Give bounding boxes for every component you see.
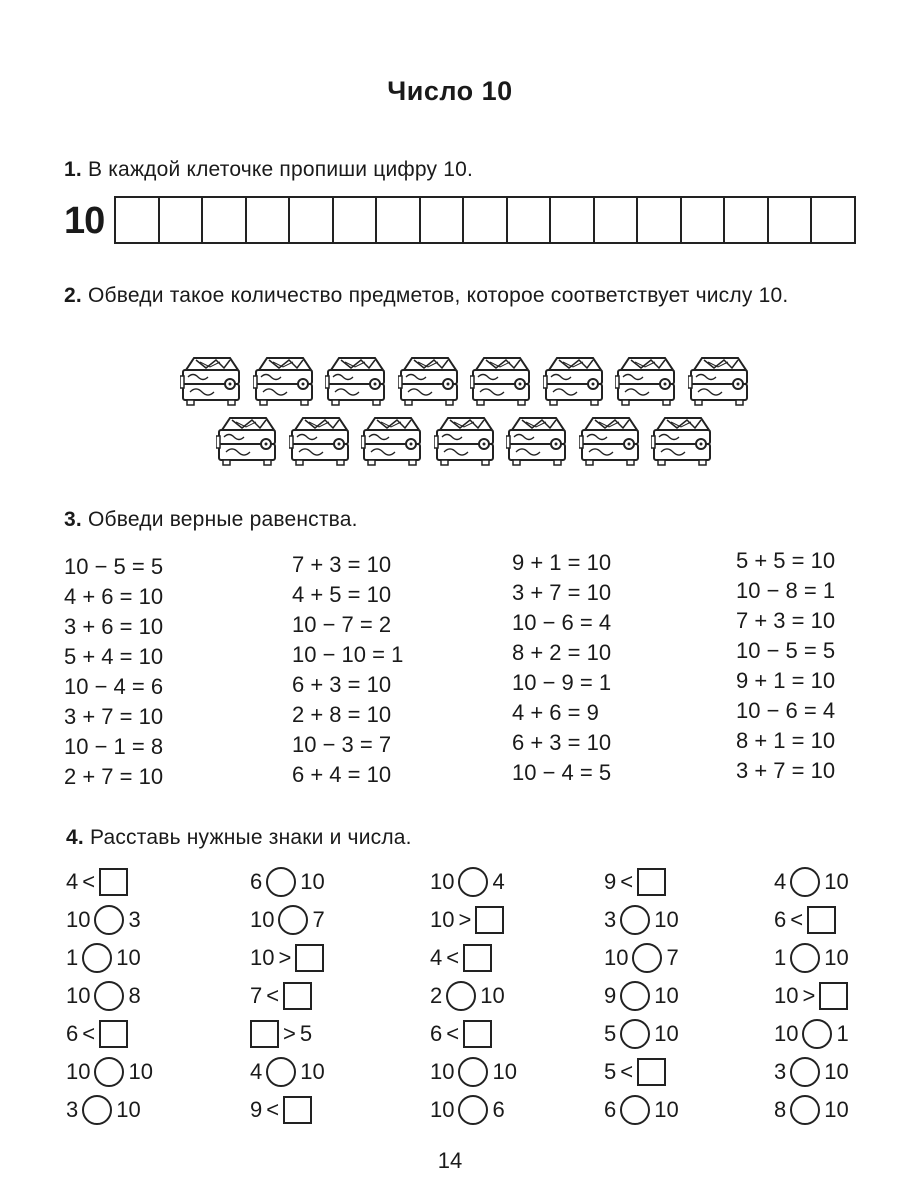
answer-circle[interactable] [620,981,650,1011]
writing-cell[interactable] [464,198,508,242]
comparison-item [430,942,492,974]
answer-circle[interactable] [458,1095,488,1125]
comparison-item [604,1056,666,1088]
comparison-item [66,904,141,936]
writing-cell[interactable] [377,198,421,242]
answer-box[interactable] [295,944,324,972]
writing-cell[interactable] [725,198,769,242]
answer-circle[interactable] [458,1057,488,1087]
right-number: 10 [654,1097,679,1122]
answer-circle[interactable] [458,867,488,897]
answer-circle[interactable] [446,981,476,1011]
writing-cells[interactable] [114,196,856,244]
comparison-item [430,1094,505,1126]
left-number: 4 [774,869,787,894]
page-number: 14 [437,1148,463,1173]
right-number: 10 [824,1097,849,1122]
treasure-chest-icon[interactable] [180,350,242,408]
equation[interactable]: 10 − 9 = 1 [512,670,612,695]
left-number: 9 [604,869,617,894]
answer-box[interactable] [637,1058,666,1086]
task-1-text: В каждой клеточке пропиши цифру 10. [87,158,474,181]
answer-box[interactable] [637,868,666,896]
equation[interactable]: 8 + 2 = 10 [512,640,612,665]
task-1-heading [64,158,473,182]
comparison-sign: < [620,869,634,894]
left-number: 6 [774,907,787,932]
equation[interactable]: 3 + 6 = 10 [64,614,164,639]
answer-box[interactable] [819,982,848,1010]
page-title: Число 10 [387,76,513,106]
comparison-sign: < [446,1021,460,1046]
task-4-heading [66,826,412,850]
left-number: 3 [774,1059,787,1084]
treasure-chest-icon[interactable] [434,410,496,468]
comparison-item [774,980,848,1012]
answer-box[interactable] [283,982,312,1010]
comparison-sign: > [283,1021,296,1046]
treasure-chest-icon[interactable] [615,350,677,408]
equation[interactable]: 10 − 6 = 4 [512,610,612,635]
answer-circle[interactable] [278,905,308,935]
answer-box[interactable] [475,906,504,934]
left-number: 10 [774,1021,799,1046]
comparison-item [430,904,504,936]
left-number: 3 [604,907,617,932]
left-number: 4 [430,945,443,970]
task-3-text: Обведи верные равенства. [87,508,358,531]
answer-circle[interactable] [790,1057,820,1087]
equation[interactable]: 10 − 8 = 1 [736,578,836,603]
equation[interactable]: 10 − 10 = 1 [292,642,404,667]
left-number: 10 [66,1059,91,1084]
equation[interactable]: 6 + 3 = 10 [512,730,612,755]
equation-column [736,546,835,786]
answer-circle[interactable] [790,1095,820,1125]
comparison-item [250,942,324,974]
left-number: 5 [604,1059,617,1084]
treasure-chest-icon[interactable] [579,410,641,468]
comparison-sign: > [278,945,292,970]
equation[interactable]: 10 − 5 = 5 [736,638,836,663]
comparison-item [66,942,141,974]
equation[interactable]: 4 + 5 = 10 [292,582,392,607]
comparison-item [774,866,849,898]
task-2-heading [64,280,870,311]
left-number: 10 [604,945,629,970]
left-number: 2 [430,983,443,1008]
comparison-sign: > [802,983,816,1008]
equation-column [512,548,611,788]
comparison-item [604,942,679,974]
comparison-item [430,1056,517,1088]
equation[interactable]: 8 + 1 = 10 [736,728,836,753]
right-number: 10 [654,983,679,1008]
answer-circle[interactable] [82,943,112,973]
left-number: 6 [604,1097,617,1122]
right-number: 10 [300,1059,325,1084]
equation[interactable]: 7 + 3 = 10 [292,552,392,577]
answer-circle[interactable] [790,867,820,897]
left-number: 10 [430,907,455,932]
right-number: 10 [654,1021,679,1046]
comparison-item [774,1018,849,1050]
task-3-heading [64,508,358,532]
equation[interactable]: 10 − 1 = 8 [64,734,164,759]
equation[interactable]: 10 − 6 = 4 [736,698,836,723]
equation[interactable]: 10 − 4 = 5 [512,760,612,785]
comparison-item [774,904,836,936]
equation[interactable]: 4 + 6 = 9 [512,700,599,725]
equation[interactable]: 10 − 4 = 6 [64,674,164,699]
left-number: 9 [604,983,617,1008]
answer-circle[interactable] [632,943,662,973]
right-number: 5 [299,1021,313,1046]
task-2-text: Обведи такое количество предметов, которое соответствует числу 10. [87,284,789,307]
right-number: 10 [492,1059,517,1084]
comparison-sign: < [446,945,460,970]
writing-cell[interactable] [203,198,247,242]
comparison-sign: < [266,1097,280,1122]
left-number: 9 [250,1097,263,1122]
writing-cell[interactable] [812,198,856,242]
answer-box[interactable] [283,1096,312,1124]
left-number: 5 [604,1021,617,1046]
writing-cell[interactable] [769,198,813,242]
comparison-item [604,904,679,936]
comparison-sign: < [82,869,96,894]
left-number: 3 [66,1097,79,1122]
comparison-item [250,1094,312,1126]
writing-cell[interactable] [638,198,682,242]
comparison-item [250,866,325,898]
answer-circle[interactable] [266,1057,296,1087]
treasure-chest-icon[interactable] [543,350,605,408]
comparison-item [604,1094,679,1126]
answer-circle[interactable] [94,981,124,1011]
comparison-item [250,1056,325,1088]
comparison-sign: < [266,983,280,1008]
answer-circle[interactable] [620,905,650,935]
equation[interactable]: 5 + 5 = 10 [736,548,836,573]
equation[interactable]: 6 + 4 = 10 [292,762,392,787]
left-number: 10 [250,945,275,970]
equation[interactable]: 7 + 3 = 10 [736,608,836,633]
equation[interactable]: 9 + 1 = 10 [512,550,612,575]
right-number: 10 [480,983,505,1008]
writing-cell[interactable] [421,198,465,242]
treasure-chest-icon[interactable] [651,410,713,468]
right-number: 3 [128,907,141,932]
equation[interactable]: 2 + 7 = 10 [64,764,164,789]
treasure-chest-icon[interactable] [688,350,750,408]
comparison-item [604,1018,679,1050]
comparison-item [66,866,128,898]
comparison-item [430,1018,492,1050]
comparison-item [66,1018,128,1050]
equation[interactable]: 6 + 3 = 10 [292,672,392,697]
equation-column [64,552,163,792]
equation[interactable]: 2 + 8 = 10 [292,702,392,727]
treasure-chest-icon[interactable] [361,410,423,468]
answer-box[interactable] [250,1020,279,1048]
treasure-chest-icon[interactable] [470,350,532,408]
treasure-chest-icon[interactable] [398,350,460,408]
right-number: 7 [312,907,325,932]
left-number: 1 [66,945,79,970]
comparison-item [604,866,666,898]
right-number: 10 [116,1097,141,1122]
answer-box[interactable] [807,906,836,934]
right-number: 4 [492,869,505,894]
treasure-chest-icon[interactable] [289,410,351,468]
equation[interactable]: 10 − 3 = 7 [292,732,392,757]
writing-cell[interactable] [595,198,639,242]
writing-cell[interactable] [682,198,726,242]
answer-box[interactable] [463,1020,492,1048]
answer-circle[interactable] [620,1019,650,1049]
right-number: 1 [836,1021,849,1046]
treasure-chest-icon[interactable] [325,350,387,408]
answer-box[interactable] [463,944,492,972]
task-4-number: 4. [66,826,84,849]
left-number: 6 [250,869,263,894]
left-number: 10 [250,907,275,932]
left-number: 6 [66,1021,79,1046]
treasure-chest-icon[interactable] [506,410,568,468]
left-number: 7 [250,983,263,1008]
right-number: 10 [128,1059,153,1084]
comparison-sign: < [620,1059,634,1084]
right-number: 10 [824,945,849,970]
equation[interactable]: 4 + 6 = 10 [64,584,164,609]
answer-box[interactable] [99,1020,128,1048]
equation[interactable]: 3 + 7 = 10 [736,758,836,783]
equation[interactable]: 9 + 1 = 10 [736,668,836,693]
left-number: 4 [66,869,79,894]
answer-box[interactable] [99,868,128,896]
left-number: 6 [430,1021,443,1046]
answer-circle[interactable] [266,867,296,897]
left-number: 10 [66,983,91,1008]
equation[interactable]: 10 − 7 = 2 [292,612,392,637]
writing-cell[interactable] [334,198,378,242]
right-number: 10 [654,907,679,932]
treasure-chest-icon[interactable] [216,410,278,468]
writing-cell[interactable] [116,198,160,242]
right-number: 10 [824,1059,849,1084]
task-4-text: Расставь нужные знаки и числа. [89,826,412,849]
right-number: 6 [492,1097,505,1122]
writing-cell[interactable] [551,198,595,242]
task-2-number: 2. [64,284,82,307]
task-3-number: 3. [64,508,82,531]
left-number: 10 [430,1059,455,1084]
comparison-item [774,1094,849,1126]
comparison-item [430,980,505,1012]
answer-circle[interactable] [802,1019,832,1049]
right-number: 10 [824,869,849,894]
sample-digit: 10 [64,200,105,242]
answer-circle[interactable] [82,1095,112,1125]
comparison-sign: > [458,907,472,932]
comparison-item [250,980,312,1012]
answer-circle[interactable] [620,1095,650,1125]
answer-circle[interactable] [94,905,124,935]
comparison-item [774,1056,849,1088]
left-number: 10 [774,983,799,1008]
left-number: 10 [430,869,455,894]
comparison-sign: < [82,1021,96,1046]
equation[interactable]: 3 + 7 = 10 [64,704,164,729]
task-1-number: 1. [64,158,82,181]
writing-cell[interactable] [247,198,291,242]
treasure-chest-icon[interactable] [253,350,315,408]
left-number: 1 [774,945,787,970]
answer-circle[interactable] [790,943,820,973]
comparison-item [66,1056,153,1088]
right-number: 10 [116,945,141,970]
left-number: 10 [66,907,91,932]
right-number: 7 [666,945,679,970]
comparison-item [430,866,505,898]
writing-cell[interactable] [290,198,334,242]
right-number: 10 [300,869,325,894]
comparison-item [774,942,849,974]
left-number: 10 [430,1097,455,1122]
right-number: 8 [128,983,141,1008]
writing-cell[interactable] [508,198,552,242]
left-number: 8 [774,1097,787,1122]
comparison-sign: < [790,907,804,932]
comparison-item [604,980,679,1012]
equation[interactable]: 5 + 4 = 10 [64,644,164,669]
comparison-item [250,904,325,936]
left-number: 4 [250,1059,263,1084]
writing-cell[interactable] [160,198,204,242]
equation[interactable]: 3 + 7 = 10 [512,580,612,605]
comparison-item [66,1094,141,1126]
comparison-item [250,1018,312,1050]
equation[interactable]: 10 − 5 = 5 [64,554,164,579]
comparison-item [66,980,141,1012]
answer-circle[interactable] [94,1057,124,1087]
equation-column [292,550,403,790]
